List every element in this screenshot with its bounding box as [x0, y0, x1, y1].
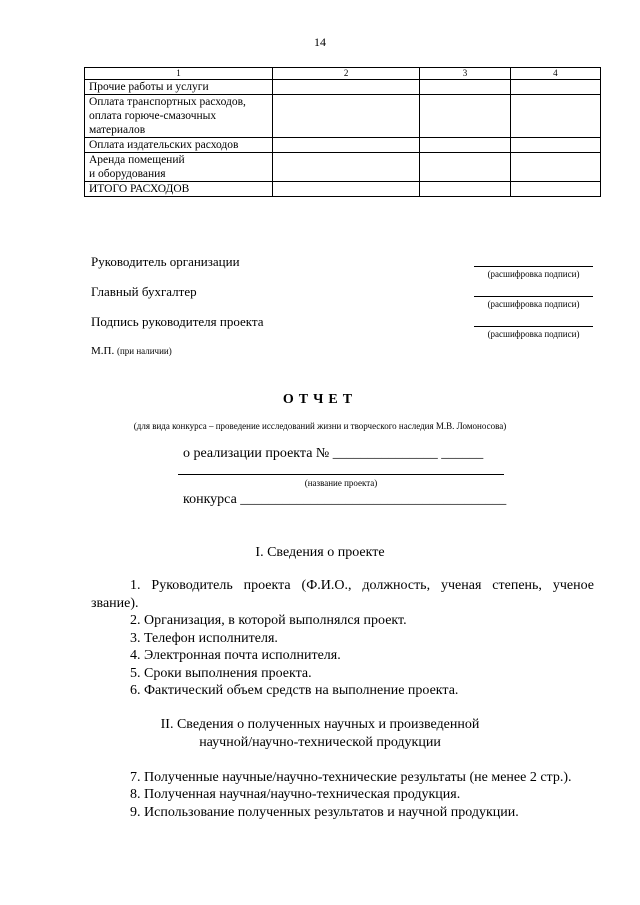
table-row — [85, 95, 601, 138]
report-title: ОТЧЕТ — [282, 392, 358, 407]
row-label — [85, 95, 273, 138]
table-header-row — [85, 68, 601, 80]
section-1-item: 3. Телефон исполнителя. — [130, 631, 278, 646]
row-label — [85, 182, 273, 197]
signature-line — [474, 296, 593, 297]
section-1-item: 2. Организация, в которой выполнялся проект. — [130, 613, 407, 628]
row-label-line: ИТОГО РАСХОДОВ — [89, 183, 190, 195]
signature-label-accountant: Главный бухгалтер — [91, 284, 197, 299]
row-label — [85, 153, 273, 182]
section-1-item: 6. Фактический объем средств на выполнение проекта. — [130, 683, 459, 698]
page-number: 14 — [314, 35, 326, 49]
signature-label-project-lead: Подпись руководителя проекта — [91, 314, 264, 329]
section-2-item: 9. Использование полученных результатов и научной продукции. — [130, 805, 519, 820]
project-name-caption: (название проекта) — [304, 478, 378, 488]
signature-label-head: Руководитель организации — [91, 254, 240, 269]
table-cell — [420, 182, 510, 197]
row-label-line: Прочие работы и услуги — [89, 81, 209, 93]
row-label-line: Оплата транспортных расходов, — [89, 96, 246, 108]
section-1-item: 4. Электронная почта исполнителя. — [130, 648, 341, 663]
table-row — [85, 138, 601, 153]
section-1-item-1-continued: звание). — [91, 596, 139, 611]
section-2-item: 8. Полученная научная/научно-техническая продукция. — [130, 787, 461, 802]
table-row-total — [85, 182, 601, 197]
signature-line — [474, 326, 593, 327]
table-cell — [420, 153, 510, 182]
section-2-item: 7. Полученные научные/научно-технические результаты (не менее 2 стр.). — [130, 770, 572, 785]
table-cell — [510, 80, 600, 95]
signature-caption: (расшифровка подписи) — [487, 329, 580, 339]
stamp-label: М.П. — [91, 345, 115, 357]
column-header-3: 3 — [420, 68, 510, 80]
table-cell — [420, 95, 510, 138]
row-label-line: Оплата издательских расходов — [89, 139, 239, 151]
column-header-2: 2 — [272, 68, 419, 80]
table-cell — [510, 138, 600, 153]
table-row — [85, 80, 601, 95]
table-cell — [272, 153, 419, 182]
table-cell — [510, 95, 600, 138]
row-label-line: и оборудования — [89, 168, 166, 180]
stamp-place — [91, 345, 172, 357]
section-1-heading: I. Сведения о проекте — [255, 545, 385, 560]
report-subtitle: (для вида конкурса – проведение исследований жизни и творческого наследия М.В. Ломоносова) — [133, 421, 507, 431]
row-label-line: оплата горюче-смазочных — [89, 110, 217, 122]
section-1-item: 5. Сроки выполнения проекта. — [130, 666, 312, 681]
table-cell — [272, 95, 419, 138]
section-2-heading-line-1: II. Сведения о полученных научных и произведенной — [160, 717, 480, 732]
table-cell — [420, 80, 510, 95]
expenses-table — [84, 67, 601, 197]
section-2-heading-line-2: научной/научно-технической продукции — [199, 735, 441, 750]
table-cell — [510, 182, 600, 197]
stamp-note: (при наличии) — [116, 346, 172, 356]
column-header-4: 4 — [510, 68, 600, 80]
table-cell — [420, 138, 510, 153]
table-cell — [272, 182, 419, 197]
row-label-line: материалов — [89, 124, 146, 136]
table-row — [85, 153, 601, 182]
table-cell — [272, 138, 419, 153]
signature-caption: (расшифровка подписи) — [487, 269, 580, 279]
column-header-1: 1 — [85, 68, 273, 80]
signature-line — [474, 266, 593, 267]
project-name-line — [178, 474, 504, 475]
row-label-line: Аренда помещений — [89, 154, 185, 166]
row-label — [85, 138, 273, 153]
table-cell — [272, 80, 419, 95]
table-cell — [510, 153, 600, 182]
project-number-line: о реализации проекта № _______________ ______ — [183, 446, 484, 461]
contest-line: конкурса ______________________________________ — [183, 492, 507, 507]
signature-caption: (расшифровка подписи) — [487, 299, 580, 309]
row-label — [85, 80, 273, 95]
section-1-item-1: 1. Руководитель проекта (Ф.И.О., должность, ученая степень, ученое — [130, 578, 594, 593]
